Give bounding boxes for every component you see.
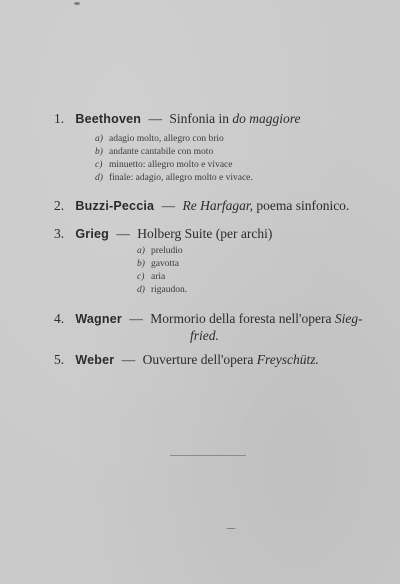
opera-title: Sieg- — [334, 311, 363, 326]
item-number: 3. — [54, 226, 65, 241]
movement-text: adagio molto, allegro con brio — [109, 134, 224, 144]
work-title: Mormorio della foresta nell'opera — [150, 311, 332, 326]
item-number: 5. — [54, 352, 65, 367]
opera-title: Freyschütz. — [256, 352, 319, 367]
dash: — — [116, 226, 130, 241]
movement-letter: a) — [95, 134, 103, 144]
paper-speck — [226, 528, 236, 529]
movement-letter: c) — [137, 272, 145, 282]
movement-item — [137, 284, 187, 297]
item-number: 2. — [54, 198, 65, 213]
composer-name: Beethoven — [75, 112, 142, 126]
item-number: 1. — [54, 111, 65, 126]
movement-item — [137, 258, 179, 271]
dash: — — [121, 352, 136, 367]
movement-item — [95, 159, 232, 172]
dash: — — [148, 111, 162, 126]
work-key: do maggiore — [232, 111, 301, 126]
movement-text: finale: adagio, allegro molto e vivace. — [109, 173, 253, 183]
work-title: Ouverture dell'opera — [142, 352, 254, 367]
movement-letter: d) — [137, 285, 145, 295]
movement-letter: b) — [137, 259, 145, 269]
paper-speck — [74, 2, 80, 5]
program-item-5 — [54, 352, 319, 368]
movement-item — [137, 245, 183, 258]
composer-name: Weber — [75, 353, 115, 367]
movement-letter: a) — [137, 246, 145, 256]
movement-letter: b) — [95, 147, 103, 157]
movement-letter: c) — [95, 160, 103, 170]
program-item-3 — [54, 226, 272, 242]
work-title: Re Harfagar, — [182, 198, 253, 213]
work-title: Holberg Suite (per archi) — [137, 226, 273, 241]
composer-name: Wagner — [75, 312, 122, 326]
dash: — — [129, 311, 143, 326]
work-title: Sinfonia in — [169, 111, 229, 126]
movement-text: preludio — [151, 246, 183, 256]
movement-letter: d) — [95, 173, 103, 183]
decorative-rule — [170, 455, 246, 456]
movement-item — [137, 271, 165, 284]
movement-text: rigaudon. — [151, 285, 188, 295]
dash: — — [161, 198, 176, 213]
movement-item — [95, 133, 224, 146]
opera-title-continuation: fried. — [190, 328, 219, 343]
movement-text: minuetto: allegro molto e vivace — [109, 160, 233, 170]
movement-text: aria — [151, 272, 166, 282]
movement-item — [95, 146, 213, 159]
movement-item — [95, 172, 253, 185]
program-item-4 — [54, 311, 363, 327]
program-item-1 — [54, 111, 300, 127]
item-number: 4. — [54, 311, 65, 326]
program-item-2 — [54, 198, 349, 214]
composer-name: Grieg — [75, 227, 110, 241]
composer-name: Buzzi-Peccia — [75, 199, 155, 213]
work-subtitle: poema sinfonico. — [256, 198, 350, 213]
movement-text: andante cantabile con moto — [109, 147, 214, 157]
movement-text: gavotta — [151, 259, 179, 269]
